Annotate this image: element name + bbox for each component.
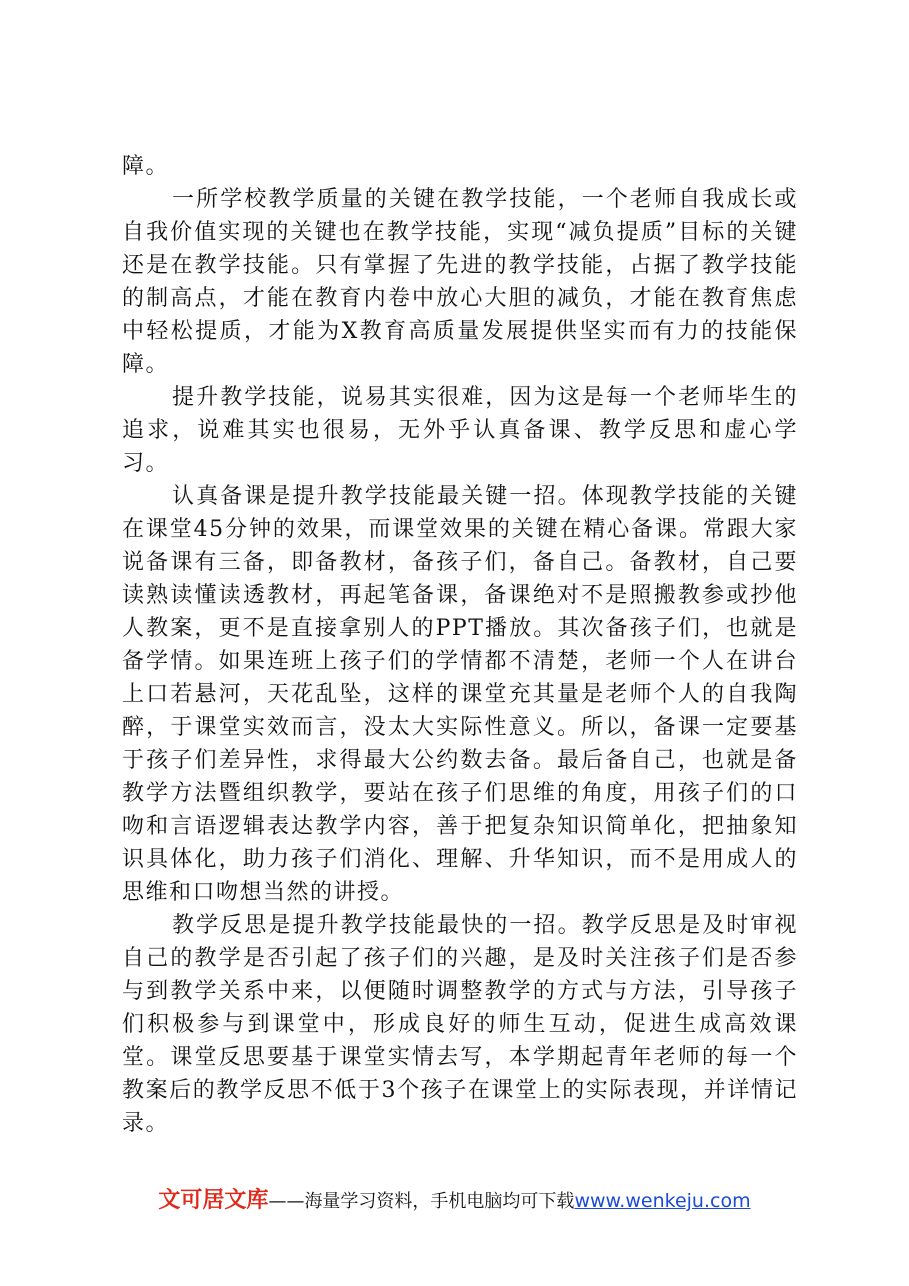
paragraph-teaching-skill-key: 一所学校教学质量的关键在教学技能，一个老师自我成长或自我价值实现的关键也在教学技能，实现“减负提质”目标的关键还是在教学技能。只有掌握了先进的教学技能，占据了教学技能的制高点，才能在教育内卷中放心大胆的减负，才能在教育焦虑中轻松提质，才能为X教育高质量发展提供坚实而有力的技能保障。 (122, 187, 798, 377)
paragraph-improve-skill: 提升教学技能，说易其实很难，因为这是每一个老师毕生的追求，说难其实也很易，无外乎认真备课、教学反思和虚心学习。 (122, 385, 798, 476)
footer-banner (0, 1183, 909, 1214)
paragraph-reflection: 教学反思是提升教学技能最快的一招。教学反思是及时审视自己的教学是否引起了孩子们的兴趣，是及时关注孩子们是否参与到教学关系中来，以便随时调整教学的方式与方法，引导孩子们积极参与到课堂中，形成良好的师生互动，促进生成高效课堂。课堂反思要基于课堂实情去写，本学期起青年老师的每一个教案后的教学反思不低于3个孩子在课堂上的实际表现，并详情记录。 (122, 913, 798, 1136)
paragraph-lesson-prep: 认真备课是提升教学技能最关键一招。体现教学技能的关键在课堂45分钟的效果，而课堂效果的关键在精心备课。常跟大家说备课有三备，即备教材，备孩子们，备自己。备教材，自己要读熟读懂读透教材，再起笔备课，备课绝对不是照搬教参或抄他人教案，更不是直接拿别人的PPT播放。其次备孩子们，也就是备学情。如果连班上孩子们的学情都不清楚，老师一个人在讲台上口若悬河，天花乱坠，这样的课堂充其量是老师个人的自我陶醉，于课堂实效而言，没太大实际性意义。所以，备课一定要基于孩子们差异性，求得最大公约数去备。最后备自己，也就是备教学方法暨组织教学，要站在孩子们思维的角度，用孩子们的口吻和言语逻辑表达教学内容，善于把复杂知识简单化，把抽象知识具体化，助力孩子们消化、理解、升华知识，而不是用成人的思维和口吻想当然的讲授。 (122, 484, 798, 905)
footer-site-link[interactable]: www.wenkeju.com (574, 1190, 751, 1212)
paragraph-continuation: 障。 (122, 154, 170, 179)
footer-tagline: ——海量学习资料，手机电脑均可下载 (268, 1191, 575, 1212)
document-body (122, 150, 798, 1140)
footer-brand: 文可居文库 (158, 1188, 269, 1213)
